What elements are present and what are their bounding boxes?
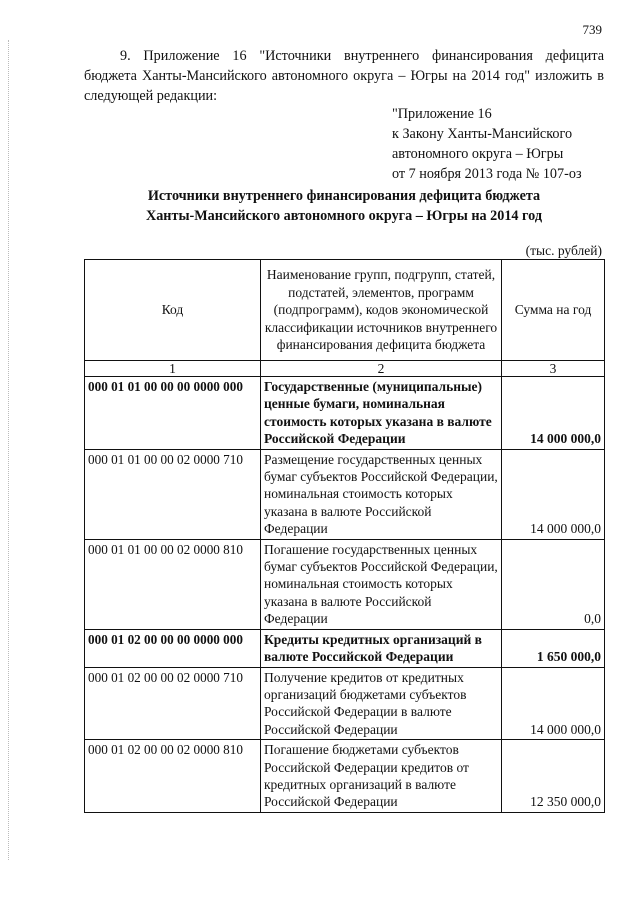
page-number: 739: [582, 22, 602, 37]
row-sum: 14 000 000,0: [502, 377, 605, 450]
row-name: Государственные (муниципальные) ценные бумаги, номинальная стоимость которых указана в валюте Российской Федерации: [261, 377, 502, 450]
row-sum: 14 000 000,0: [502, 449, 605, 539]
appendix-ref-line: к Закону Ханты-Мансийского: [392, 126, 573, 142]
row-name: Погашение государственных ценных бумаг субъектов Российской Федерации, номинальная стоимость которых указана в валюте Российской Федерации: [261, 539, 502, 629]
column-number: 2: [261, 361, 502, 377]
header-sum: Сумма на год: [502, 260, 605, 361]
margin-scan-marks: [8, 40, 11, 860]
row-name: Получение кредитов от кредитных организаций бюджетами субъектов Российской Федерации в валюте Российской Федерации: [261, 667, 502, 740]
table-row: [85, 377, 605, 450]
table-row: [85, 629, 605, 667]
table-header-row: [85, 260, 605, 361]
document-title: [84, 186, 604, 226]
column-number: 3: [502, 361, 605, 377]
table-row: [85, 449, 605, 539]
row-sum: 1 650 000,0: [502, 629, 605, 667]
table-row: [85, 740, 605, 813]
amendment-paragraph: [84, 46, 604, 106]
financing-sources-table: [84, 259, 605, 813]
row-name: Кредиты кредитных организаций в валюте Российской Федерации: [261, 629, 502, 667]
column-number-row: [85, 361, 605, 377]
amendment-text: 9. Приложение 16 "Источники внутреннего финансирования дефицита бюджета Ханты-Мансийского автономного округа – Югры на 2014 год" изложить в следующей редакции:: [84, 48, 604, 104]
row-sum: 12 350 000,0: [502, 740, 605, 813]
header-name: Наименование групп, подгрупп, статей, подстатей, элементов, программ (подпрограмм), кодов экономической классификации источников внутреннего финансирования дефицита бюджета: [261, 260, 502, 361]
table-row: [85, 539, 605, 629]
row-code: 000 01 02 00 00 02 0000 710: [85, 667, 261, 740]
appendix-ref-line: от 7 ноября 2013 года № 107-оз: [392, 166, 582, 182]
units-label: (тыс. рублей): [525, 243, 602, 258]
row-code: 000 01 01 00 00 02 0000 810: [85, 539, 261, 629]
title-line: Источники внутреннего финансирования дефицита бюджета: [147, 188, 541, 204]
row-code: 000 01 02 00 00 02 0000 810: [85, 740, 261, 813]
appendix-ref-line: "Приложение 16: [392, 106, 492, 122]
header-code: Код: [85, 260, 261, 361]
row-sum: 0,0: [502, 539, 605, 629]
row-sum: 14 000 000,0: [502, 667, 605, 740]
row-name: Размещение государственных ценных бумаг субъектов Российской Федерации, номинальная стоимость которых указана в валюте Российской Федерации: [261, 449, 502, 539]
row-code: 000 01 01 00 00 00 0000 000: [85, 377, 261, 450]
row-code: 000 01 02 00 00 00 0000 000: [85, 629, 261, 667]
title-line: Ханты-Мансийского автономного округа – Югры на 2014 год: [145, 208, 543, 224]
appendix-reference: [392, 104, 582, 184]
column-number: 1: [85, 361, 261, 377]
appendix-ref-line: автономного округа – Югры: [392, 146, 564, 162]
row-code: 000 01 01 00 00 02 0000 710: [85, 449, 261, 539]
row-name: Погашение бюджетами субъектов Российской Федерации кредитов от кредитных организаций в валюте Российской Федерации: [261, 740, 502, 813]
table-row: [85, 667, 605, 740]
